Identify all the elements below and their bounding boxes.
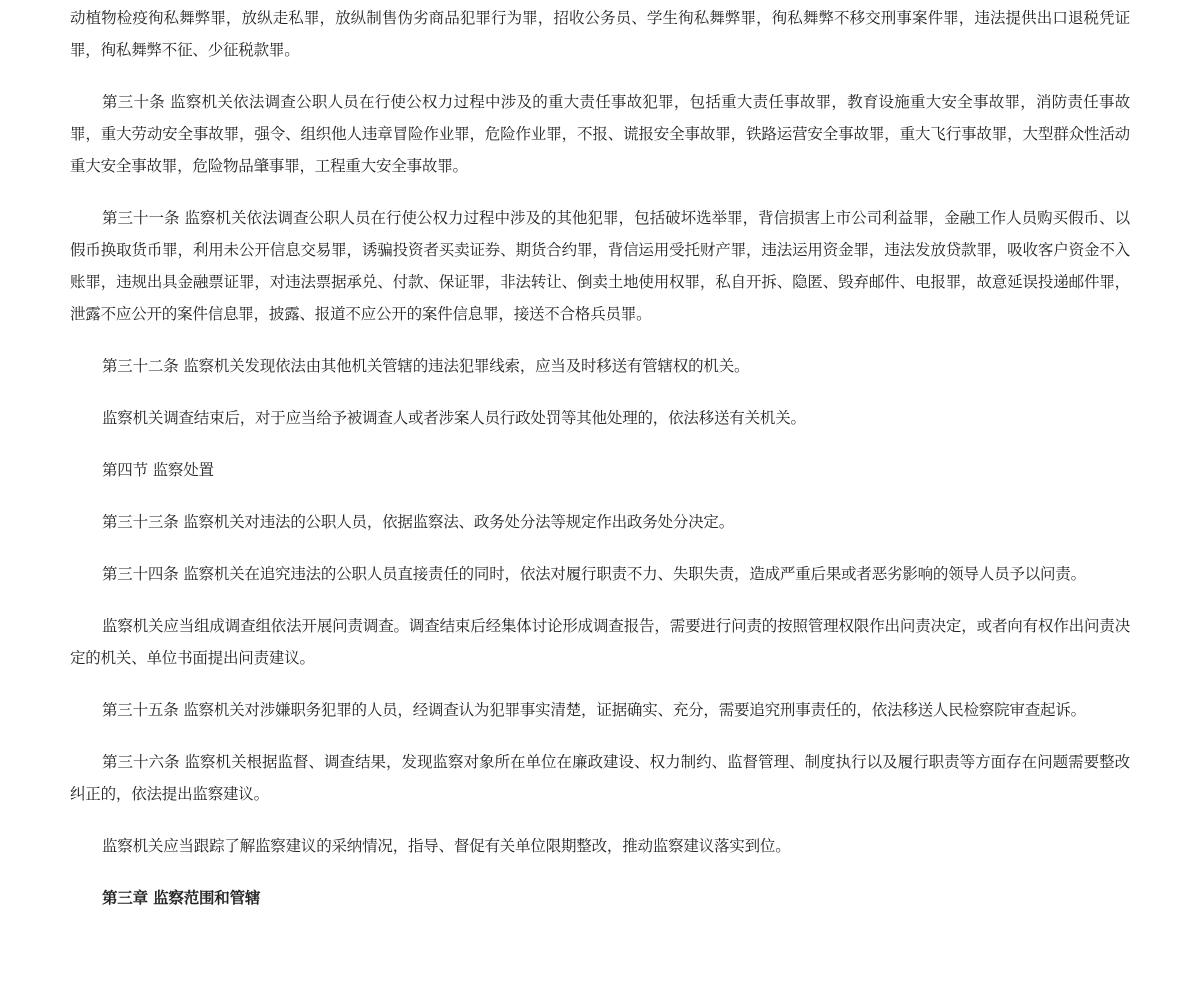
article-33: 第三十三条 监察机关对违法的公职人员，依据监察法、政务处分法等规定作出政务处分决定。 xyxy=(102,513,735,531)
document-body xyxy=(70,0,1130,914)
article-30: 第三十条 监察机关依法调查公职人员在行使公权力过程中涉及的重大责任事故犯罪，包括重大责任事故罪，教育设施重大安全事故罪，消防责任事故罪，重大劳动安全事故罪，强令、组织他人违章冒险作业罪，危险作业罪，不报、谎报安全事故罪，铁路运营安全事故罪，重大飞行事故罪，大型群众性活动重大安全事故罪，危险物品肇事罪，工程重大安全事故罪。 xyxy=(70,93,1130,175)
article-34-paragraph-2: 监察机关应当组成调查组依法开展问责调查。调查结束后经集体讨论形成调查报告，需要进行问责的按照管理权限作出问责决定，或者向有权作出问责决定的机关、单位书面提出问责建议。 xyxy=(70,617,1130,667)
article-32-paragraph-2: 监察机关调查结束后，对于应当给予被调查人或者涉案人员行政处罚等其他处理的，依法移送有关机关。 xyxy=(102,409,806,427)
paragraph-continuation: 动植物检疫徇私舞弊罪，放纵走私罪，放纵制售伪劣商品犯罪行为罪，招收公务员、学生徇私舞弊罪，徇私舞弊不移交刑事案件罪，违法提供出口退税凭证罪，徇私舞弊不征、少征税款罪。 xyxy=(70,9,1130,59)
article-34: 第三十四条 监察机关在追究违法的公职人员直接责任的同时，依法对履行职责不力、失职失责，造成严重后果或者恶劣影响的领导人员予以问责。 xyxy=(102,565,1086,583)
article-31: 第三十一条 监察机关依法调查公职人员在行使公权力过程中涉及的其他犯罪，包括破坏选举罪，背信损害上市公司利益罪，金融工作人员购买假币、以假币换取货币罪，利用未公开信息交易罪，诱骗投资者买卖证券、期货合约罪，背信运用受托财产罪，违法运用资金罪，违法发放贷款罪，吸收客户资金不入账罪，违规出具金融票证罪，对违法票据承兑、付款、保证罪，非法转让、倒卖土地使用权罪，私自开拆、隐匿、毁弃邮件、电报罪，故意延误投递邮件罪，泄露不应公开的案件信息罪，披露、报道不应公开的案件信息罪，接送不合格兵员罪。 xyxy=(70,209,1130,323)
article-32: 第三十二条 监察机关发现依法由其他机关管辖的违法犯罪线索，应当及时移送有管辖权的机关。 xyxy=(102,357,750,375)
article-36: 第三十六条 监察机关根据监督、调查结果，发现监察对象所在单位在廉政建设、权力制约、监督管理、制度执行以及履行职责等方面存在问题需要整改纠正的，依法提出监察建议。 xyxy=(70,753,1130,803)
section-heading: 第四节 监察处置 xyxy=(102,461,214,479)
article-35: 第三十五条 监察机关对涉嫌职务犯罪的人员，经调查认为犯罪事实清楚，证据确实、充分，需要追究刑事责任的，依法移送人民检察院审查起诉。 xyxy=(102,701,1086,719)
article-36-paragraph-2: 监察机关应当跟踪了解监察建议的采纳情况，指导、督促有关单位限期整改，推动监察建议落实到位。 xyxy=(102,837,791,855)
chapter-heading: 第三章 监察范围和管辖 xyxy=(102,889,261,907)
